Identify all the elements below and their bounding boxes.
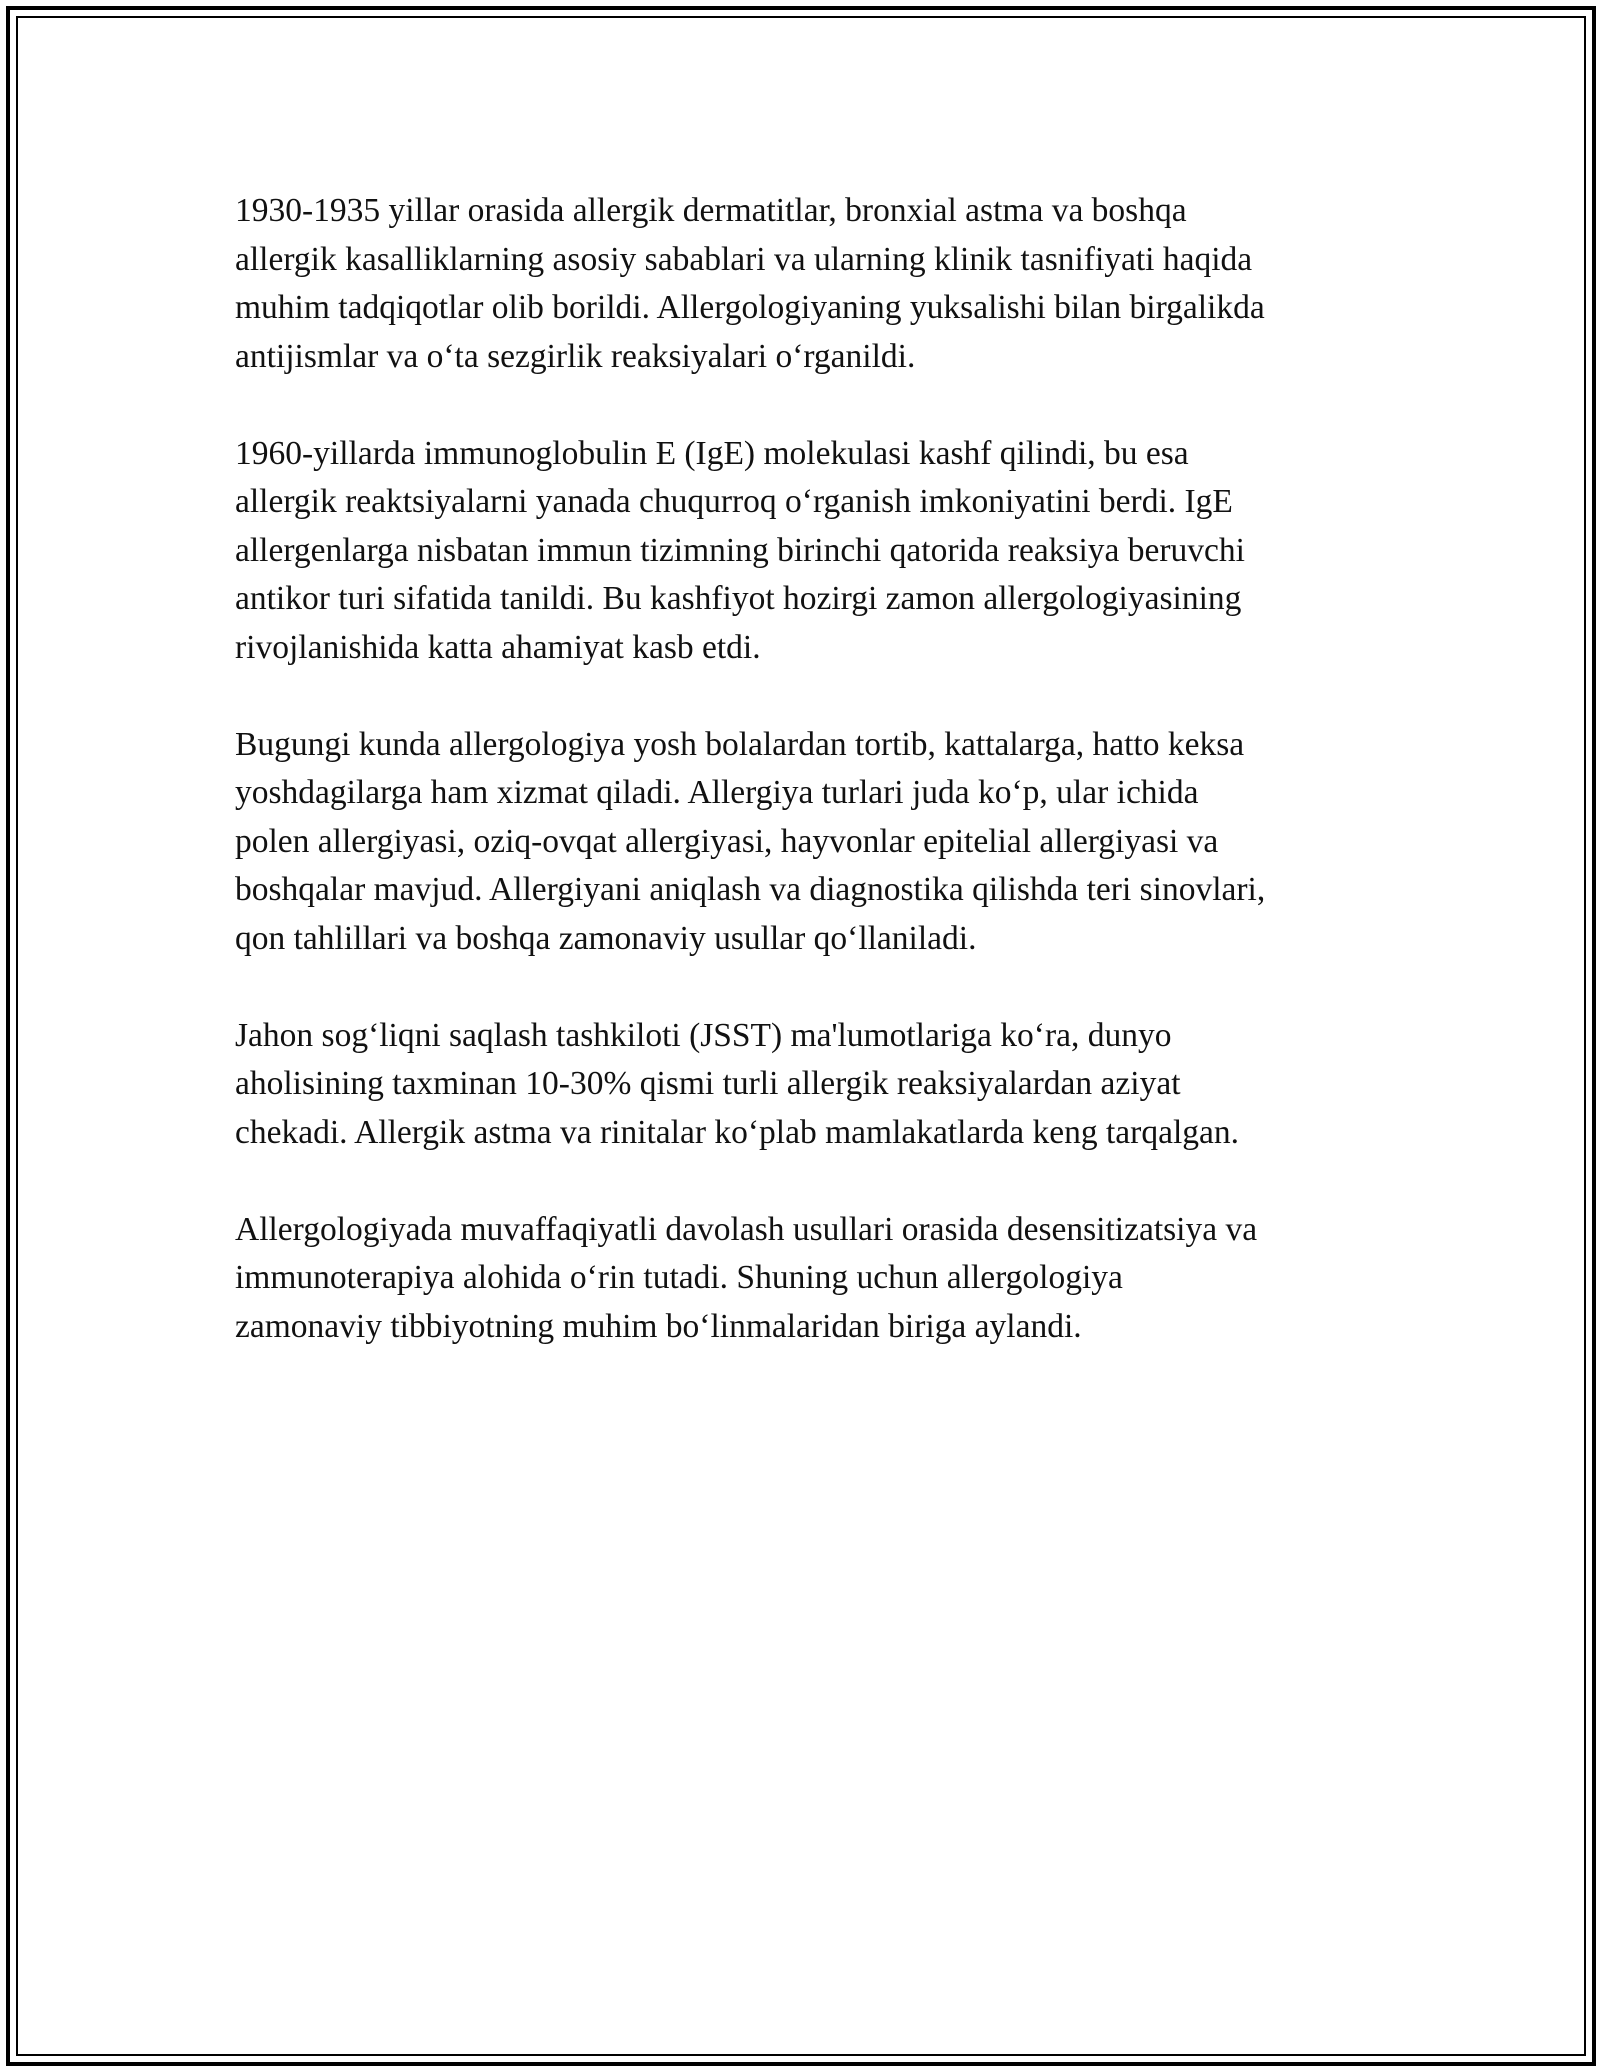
text-line: qon tahlillari va boshqa zamonaviy usullar qo‘llaniladi. xyxy=(235,919,977,957)
paragraph-1 xyxy=(235,187,1385,381)
text-line: aholisining taxminan 10-30% qismi turli allergik reaksiyalardan aziyat xyxy=(235,1065,1181,1102)
paragraph-3 xyxy=(235,721,1385,964)
text-line: Jahon sog‘liqni saqlash tashkiloti (JSST) ma'lumotlariga ko‘ra, dunyo xyxy=(235,1016,1172,1054)
paragraph-4 xyxy=(235,1012,1385,1158)
text-line: allergik reaktsiyalarni yanada chuqurroq o‘rganish imkoniyatini berdi. IgE xyxy=(235,483,1233,520)
text-line: rivojlanishida katta ahamiyat kasb etdi. xyxy=(235,628,761,666)
paragraph-5 xyxy=(235,1206,1385,1352)
text-line: immunoterapiya alohida o‘rin tutadi. Shuning uchun allergologiya xyxy=(235,1259,1123,1296)
text-line: Allergologiyada muvaffaqiyatli davolash usullari orasida desensitizatsiya va xyxy=(235,1210,1258,1248)
text-line: 1930-1935 yillar orasida allergik dermatitlar, bronxial astma va boshqa xyxy=(235,192,1187,229)
text-line: antijismlar va o‘ta sezgirlik reaksiyalari o‘rganildi. xyxy=(235,337,916,375)
text-line: 1960-yillarda immunoglobulin E (IgE) molekulasi kashf qilindi, bu esa xyxy=(235,434,1189,472)
paragraph-2 xyxy=(235,430,1385,673)
text-line: muhim tadqiqotlar olib borildi. Allergologiyaning yuksalishi bilan birgalikda xyxy=(235,289,1265,326)
text-line: allergik kasalliklarning asosiy sabablari va ularning klinik tasnifiyati haqida xyxy=(235,240,1253,278)
text-line: boshqalar mavjud. Allergiyani aniqlash va diagnostika qilishda teri sinovlari, xyxy=(235,871,1266,908)
text-line: Bugungi kunda allergologiya yosh bolalardan tortib, kattalarga, hatto keksa xyxy=(235,725,1245,763)
document-body xyxy=(235,187,1385,1400)
text-line: antikor turi sifatida tanildi. Bu kashfiyot hozirgi zamon allergologiyasining xyxy=(235,580,1242,617)
text-line: allergenlarga nisbatan immun tizimning birinchi qatorida reaksiya beruvchi xyxy=(235,531,1245,569)
text-line: yoshdagilarga ham xizmat qiladi. Allergiya turlari juda ko‘p, ular ichida xyxy=(235,774,1199,811)
text-line: chekadi. Allergik astma va rinitalar ko‘plab mamlakatlarda keng tarqalgan. xyxy=(235,1113,1240,1151)
text-line: polen allergiyasi, oziq-ovqat allergiyasi, hayvonlar epitelial allergiyasi va xyxy=(235,822,1219,860)
text-line: zamonaviy tibbiyotning muhim bo‘linmalaridan biriga aylandi. xyxy=(235,1307,1082,1345)
